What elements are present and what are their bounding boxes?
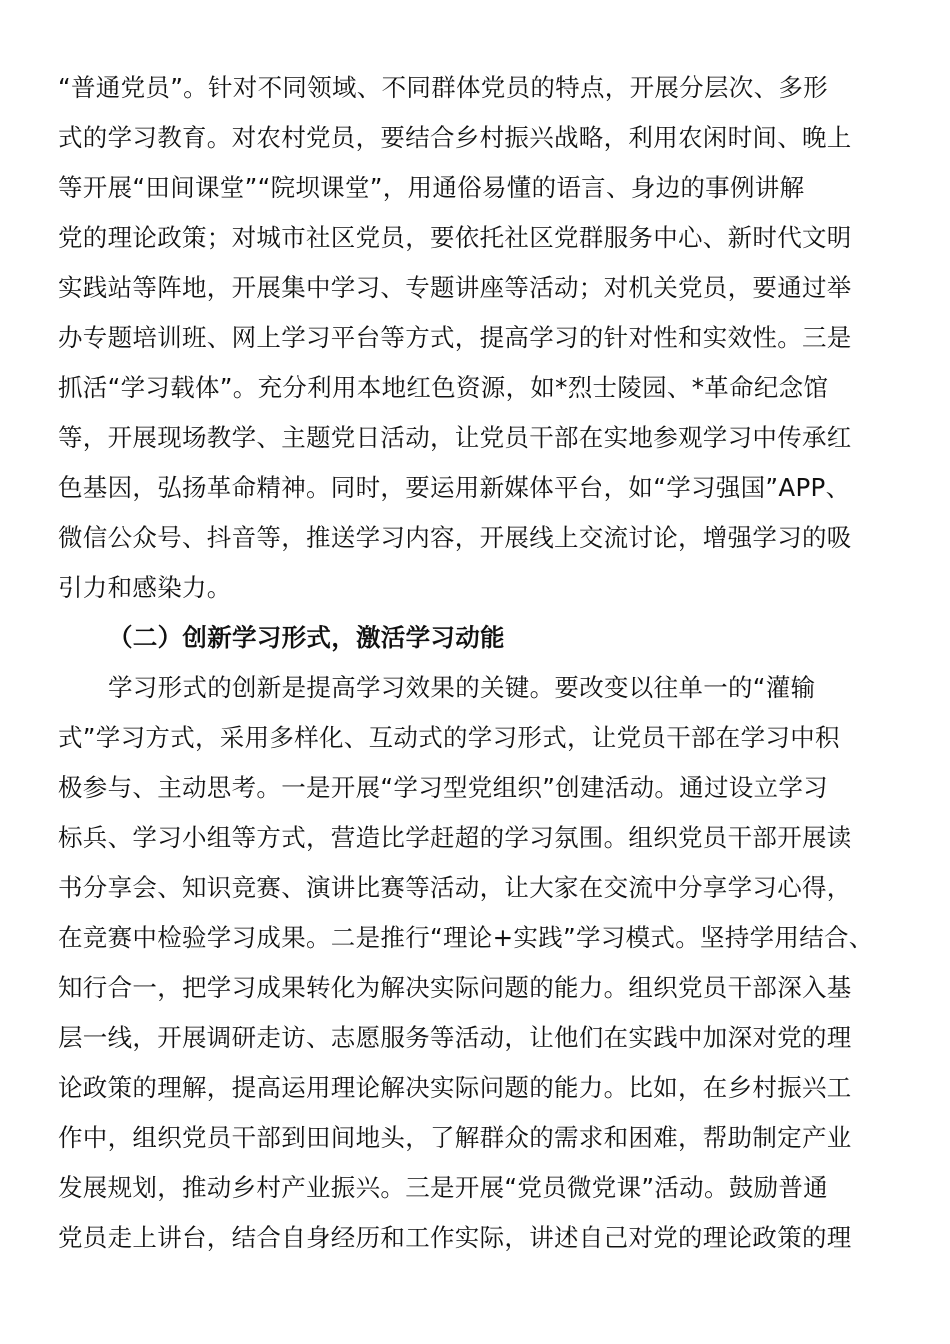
paragraph-2-line: 层一线，开展调研走访、志愿服务等活动，让他们在实践中加深对党的理 [58,1023,852,1052]
paragraph-2-line: 在竞赛中检验学习成果。二是推行“理论+实践”学习模式。坚持学用结合、 [58,923,874,952]
paragraph-2-line: 学习形式的创新是提高学习效果的关键。要改变以往单一的“灌输 [108,673,816,702]
paragraph-2-line: 发展规划，推动乡村产业振兴。三是开展“党员微党课”活动。鼓励普通 [58,1173,828,1202]
paragraph-2-line: 标兵、学习小组等方式，营造比学赶超的学习氛围。组织党员干部开展读 [58,823,852,852]
paragraph-2-line: 论政策的理解，提高运用理论解决实际问题的能力。比如，在乡村振兴工 [58,1073,852,1102]
paragraph-1-line: 党的理论政策；对城市社区党员，要依托社区党群服务中心、新时代文明 [58,223,852,252]
paragraph-2-line: 知行合一，把学习成果转化为解决实际问题的能力。组织党员干部深入基 [58,973,852,1002]
paragraph-2-line: 极参与、主动思考。一是开展“学习型党组织”创建活动。通过设立学习 [58,773,828,802]
paragraph-2-line: 式”学习方式，采用多样化、互动式的学习形式，让党员干部在学习中积 [58,723,840,752]
paragraph-1-line: 办专题培训班、网上学习平台等方式，提高学习的针对性和实效性。三是 [58,323,852,352]
paragraph-1-line: 色基因，弘扬革命精神。同时，要运用新媒体平台，如“学习强国”APP、 [58,473,851,502]
paragraph-2-line: 党员走上讲台，结合自身经历和工作实际，讲述自己对党的理论政策的理 [58,1223,852,1252]
paragraph-1-line: 抓活“学习载体”。充分利用本地红色资源，如*烈士陵园、*革命纪念馆 [58,373,829,402]
paragraph-1-line: 等，开展现场教学、主题党日活动，让党员干部在实地参观学习中传承红 [58,423,852,452]
section-heading: （二）创新学习形式，激活学习动能 [108,623,505,652]
paragraph-2-line: 书分享会、知识竞赛、演讲比赛等活动，让大家在交流中分享学习心得， [58,873,852,902]
paragraph-1-line: “普通党员”。针对不同领域、不同群体党员的特点，开展分层次、多形 [58,73,828,102]
paragraph-1-line: 式的学习教育。对农村党员，要结合乡村振兴战略，利用农闲时间、晚上 [58,123,852,152]
paragraph-1-line: 引力和感染力。 [58,573,232,602]
paragraph-1-line: 实践站等阵地，开展集中学习、专题讲座等活动；对机关党员，要通过举 [58,273,852,302]
paragraph-1-line: 等开展“田间课堂”“院坝课堂”，用通俗易懂的语言、身边的事例讲解 [58,173,805,202]
paragraph-2-line: 作中，组织党员干部到田间地头，了解群众的需求和困难，帮助制定产业 [58,1123,852,1152]
paragraph-1-line: 微信公众号、抖音等，推送学习内容，开展线上交流讨论，增强学习的吸 [58,523,852,552]
